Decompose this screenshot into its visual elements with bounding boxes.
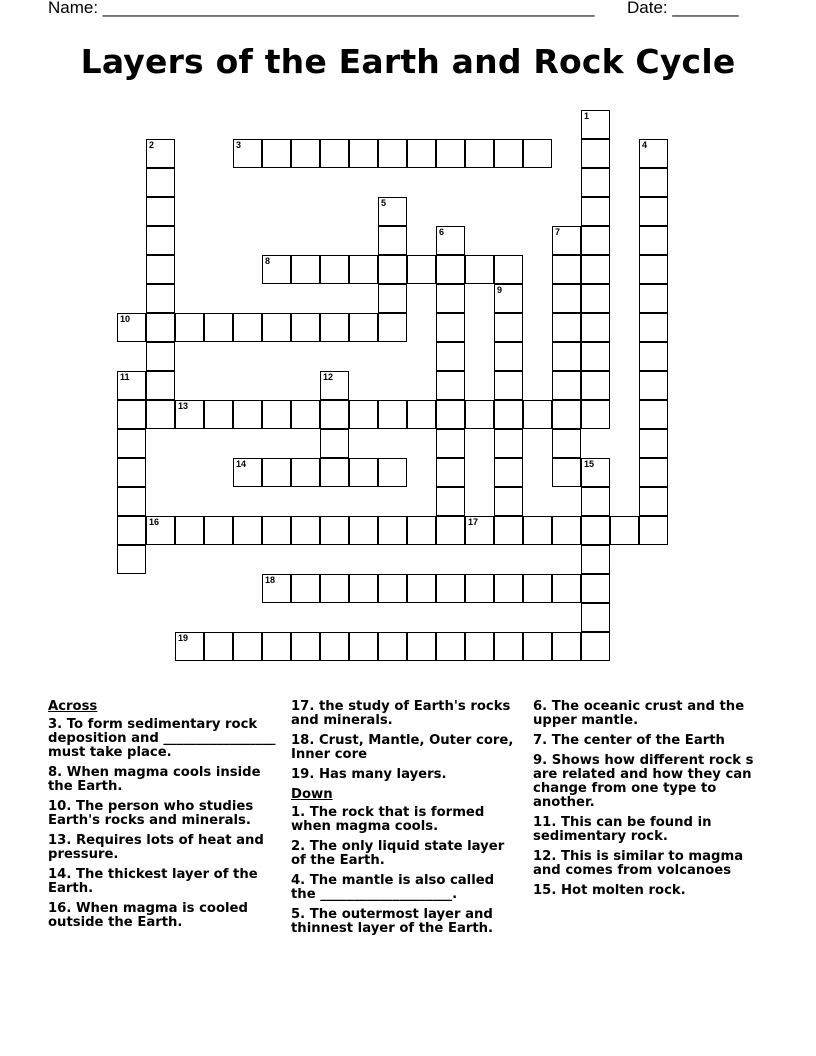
- crossword-cell[interactable]: [552, 284, 581, 313]
- date-field-line: Date: _______: [627, 0, 739, 17]
- clue-item: [533, 754, 773, 810]
- crossword-cell[interactable]: [117, 487, 146, 516]
- crossword-cell[interactable]: [262, 139, 291, 168]
- crossword-cell[interactable]: [436, 342, 465, 371]
- crossword-cell[interactable]: [436, 400, 465, 429]
- crossword-cell[interactable]: [117, 545, 146, 574]
- clue-item-text: The rock that is formed when magma cools.: [291, 805, 485, 834]
- crossword-cell[interactable]: [581, 255, 610, 284]
- crossword-cell[interactable]: [581, 574, 610, 603]
- crossword-cell[interactable]: [436, 226, 465, 255]
- crossword-cell[interactable]: [233, 516, 262, 545]
- clue-item: [48, 868, 276, 896]
- crossword-cell[interactable]: [465, 400, 494, 429]
- crossword-cell[interactable]: [146, 197, 175, 226]
- crossword-cell[interactable]: [436, 458, 465, 487]
- crossword-cell[interactable]: [378, 255, 407, 284]
- clue-item: [48, 718, 276, 760]
- crossword-cell[interactable]: [639, 342, 668, 371]
- crossword-cell[interactable]: [320, 400, 349, 429]
- crossword-cell[interactable]: [494, 487, 523, 516]
- crossword-cell[interactable]: [175, 632, 204, 661]
- crossword-cell[interactable]: [378, 574, 407, 603]
- crossword-cell[interactable]: [146, 342, 175, 371]
- crossword-cell[interactable]: [523, 574, 552, 603]
- crossword-cell[interactable]: [117, 400, 146, 429]
- clue-item: [48, 766, 276, 794]
- clue-item-number: 16.: [48, 901, 72, 916]
- crossword-cell[interactable]: [117, 371, 146, 400]
- crossword-cell[interactable]: [407, 574, 436, 603]
- crossword-cell[interactable]: [233, 632, 262, 661]
- clue-item-text: The outermost layer and thinnest layer of the Earth.: [291, 907, 494, 936]
- clue-item-number: 8.: [48, 765, 63, 780]
- clue-number: 15: [584, 459, 595, 469]
- crossword-cell[interactable]: [523, 139, 552, 168]
- crossword-cell[interactable]: [233, 400, 262, 429]
- clue-item: [533, 884, 773, 898]
- crossword-cell[interactable]: [349, 400, 378, 429]
- crossword-cell[interactable]: [639, 516, 668, 545]
- crossword-cell[interactable]: [146, 313, 175, 342]
- clue-item-number: 9.: [533, 753, 548, 768]
- crossword-cell[interactable]: [262, 632, 291, 661]
- crossword-cell[interactable]: [407, 139, 436, 168]
- crossword-cell[interactable]: [146, 516, 175, 545]
- crossword-cell[interactable]: [494, 284, 523, 313]
- clue-number: 17: [468, 517, 479, 527]
- clue-number: 16: [149, 517, 160, 527]
- clue-number: 1: [584, 111, 590, 121]
- crossword-cell[interactable]: [146, 371, 175, 400]
- crossword-cell[interactable]: [146, 168, 175, 197]
- crossword-cell[interactable]: [146, 139, 175, 168]
- clue-item-number: 6.: [533, 699, 548, 714]
- clue-number: 4: [642, 140, 648, 150]
- clue-number: 3: [236, 140, 242, 150]
- crossword-cell[interactable]: [552, 574, 581, 603]
- crossword-cell[interactable]: [146, 255, 175, 284]
- crossword-cell[interactable]: [581, 487, 610, 516]
- crossword-cell[interactable]: [639, 168, 668, 197]
- clue-item-number: 7.: [533, 733, 548, 748]
- clue-item-text: To form sedimentary rock deposition and _________________ must take place.: [48, 717, 276, 760]
- clue-item-number: 10.: [48, 799, 72, 814]
- crossword-cell[interactable]: [117, 429, 146, 458]
- crossword-cell[interactable]: [204, 632, 233, 661]
- crossword-cell[interactable]: [320, 516, 349, 545]
- clue-item-number: 13.: [48, 833, 72, 848]
- clue-item-text: The oceanic crust and the upper mantle.: [533, 699, 745, 728]
- crossword-cell[interactable]: [552, 342, 581, 371]
- crossword-cell[interactable]: [262, 313, 291, 342]
- crossword-cell[interactable]: [552, 255, 581, 284]
- clue-item-number: 5.: [291, 907, 306, 922]
- clue-number: 9: [497, 285, 503, 295]
- crossword-cell[interactable]: [291, 458, 320, 487]
- crossword-cell[interactable]: [581, 342, 610, 371]
- crossword-cell[interactable]: [349, 139, 378, 168]
- clue-number: 6: [439, 227, 445, 237]
- crossword-cell[interactable]: [552, 226, 581, 255]
- name-field-line: Name: ____________________________________________________: [48, 0, 595, 17]
- crossword-cell[interactable]: [581, 371, 610, 400]
- clue-number: 18: [265, 575, 276, 585]
- crossword-cell[interactable]: [117, 458, 146, 487]
- crossword-cell[interactable]: [552, 516, 581, 545]
- crossword-cell[interactable]: [146, 284, 175, 313]
- crossword-cell[interactable]: [320, 458, 349, 487]
- crossword-cell[interactable]: [320, 255, 349, 284]
- crossword-cell[interactable]: [436, 632, 465, 661]
- crossword-cell[interactable]: [262, 516, 291, 545]
- clue-item-text: The mantle is also called the ____________________.: [291, 873, 495, 902]
- crossword-cell[interactable]: [117, 313, 146, 342]
- crossword-cell[interactable]: [552, 458, 581, 487]
- clue-number: 14: [236, 459, 247, 469]
- clues-column-1: [48, 700, 276, 936]
- crossword-cell[interactable]: [407, 516, 436, 545]
- crossword-cell[interactable]: [552, 400, 581, 429]
- clue-item: [291, 734, 519, 762]
- crossword-cell[interactable]: [378, 313, 407, 342]
- crossword-cell[interactable]: [349, 255, 378, 284]
- crossword-cell[interactable]: [175, 516, 204, 545]
- crossword-cell[interactable]: [581, 168, 610, 197]
- clue-item: [291, 806, 519, 834]
- crossword-cell[interactable]: [262, 255, 291, 284]
- clue-item: [533, 734, 773, 748]
- crossword-cell[interactable]: [378, 226, 407, 255]
- clue-item-text: When magma is cooled outside the Earth.: [48, 901, 248, 930]
- crossword-cell[interactable]: [291, 632, 320, 661]
- crossword-cell[interactable]: [494, 632, 523, 661]
- clue-number: 11: [120, 372, 130, 382]
- crossword-cell[interactable]: [436, 255, 465, 284]
- crossword-cell[interactable]: [494, 342, 523, 371]
- crossword-cell[interactable]: [639, 197, 668, 226]
- crossword-cell[interactable]: [175, 313, 204, 342]
- clue-item-text: The thickest layer of the Earth.: [48, 867, 258, 896]
- crossword-cell[interactable]: [494, 458, 523, 487]
- crossword-cell[interactable]: [436, 574, 465, 603]
- crossword-cell[interactable]: [262, 458, 291, 487]
- clue-number: 7: [555, 227, 561, 237]
- crossword-cell[interactable]: [320, 429, 349, 458]
- clue-item: [48, 902, 276, 930]
- clue-item: [533, 700, 773, 728]
- crossword-cell[interactable]: [581, 139, 610, 168]
- crossword-cell[interactable]: [349, 458, 378, 487]
- crossword-cell[interactable]: [320, 371, 349, 400]
- crossword-cell[interactable]: [233, 458, 262, 487]
- crossword-cell[interactable]: [639, 139, 668, 168]
- clue-item-number: 11.: [533, 815, 557, 830]
- crossword-cell[interactable]: [407, 632, 436, 661]
- crossword-cell[interactable]: [552, 371, 581, 400]
- crossword-cell[interactable]: [146, 226, 175, 255]
- crossword-cell[interactable]: [349, 574, 378, 603]
- crossword-cell[interactable]: [494, 313, 523, 342]
- clue-item-number: 17.: [291, 699, 315, 714]
- clue-item-text: Requires lots of heat and pressure.: [48, 833, 264, 862]
- across-heading: Across: [48, 699, 98, 714]
- clue-number: 10: [120, 314, 131, 324]
- crossword-cell[interactable]: [465, 574, 494, 603]
- crossword-cell[interactable]: [378, 139, 407, 168]
- clue-number: 2: [149, 140, 155, 150]
- crossword-cell[interactable]: [262, 400, 291, 429]
- crossword-cell[interactable]: [233, 139, 262, 168]
- crossword-cell[interactable]: [204, 400, 233, 429]
- crossword-cell[interactable]: [378, 458, 407, 487]
- clue-item-number: 12.: [533, 849, 557, 864]
- clue-item: [291, 700, 519, 728]
- crossword-cell[interactable]: [378, 632, 407, 661]
- crossword-cell[interactable]: [407, 255, 436, 284]
- crossword-cell[interactable]: [494, 429, 523, 458]
- crossword-cell[interactable]: [639, 371, 668, 400]
- crossword-cell[interactable]: [581, 226, 610, 255]
- clue-item-text: Has many layers.: [314, 767, 447, 782]
- crossword-cell[interactable]: [552, 632, 581, 661]
- clue-item-text: the study of Earth's rocks and minerals.: [291, 699, 511, 728]
- crossword-cell[interactable]: [465, 632, 494, 661]
- clue-number: 19: [178, 633, 189, 643]
- crossword-cell[interactable]: [581, 632, 610, 661]
- crossword-cell[interactable]: [494, 371, 523, 400]
- crossword-cell[interactable]: [146, 400, 175, 429]
- crossword-cell[interactable]: [581, 284, 610, 313]
- crossword-cell[interactable]: [581, 400, 610, 429]
- crossword-cell[interactable]: [552, 313, 581, 342]
- clue-number: 12: [323, 372, 334, 382]
- crossword-cell[interactable]: [494, 139, 523, 168]
- clue-item-text: When magma cools inside the Earth.: [48, 765, 261, 794]
- crossword-cell[interactable]: [639, 226, 668, 255]
- clue-item: [291, 768, 519, 782]
- clue-number: 8: [265, 256, 271, 266]
- clue-item-number: 2.: [291, 839, 306, 854]
- crossword-cell[interactable]: [291, 313, 320, 342]
- crossword-cell[interactable]: [494, 574, 523, 603]
- crossword-cell[interactable]: [320, 632, 349, 661]
- clue-item-number: 15.: [533, 883, 557, 898]
- crossword-cell[interactable]: [581, 110, 610, 139]
- clue-item: [291, 840, 519, 868]
- clue-item-text: The center of the Earth: [547, 733, 725, 748]
- crossword-cell[interactable]: [523, 632, 552, 661]
- clue-item-text: Hot molten rock.: [556, 883, 686, 898]
- crossword-cell[interactable]: [639, 255, 668, 284]
- crossword-cell[interactable]: [291, 255, 320, 284]
- clue-item-number: 14.: [48, 867, 72, 882]
- crossword-cell[interactable]: [639, 400, 668, 429]
- clue-item: [533, 850, 773, 878]
- crossword-cell[interactable]: [581, 603, 610, 632]
- clue-item: [291, 874, 519, 902]
- crossword-cell[interactable]: [436, 429, 465, 458]
- clue-item-number: 4.: [291, 873, 306, 888]
- crossword-cell[interactable]: [378, 197, 407, 226]
- crossword-cell[interactable]: [378, 284, 407, 313]
- clue-item-text: The person who studies Earth's rocks and minerals.: [48, 799, 254, 828]
- crossword-cell[interactable]: [465, 255, 494, 284]
- crossword-cell[interactable]: [117, 516, 146, 545]
- crossword-cell[interactable]: [436, 313, 465, 342]
- crossword-cell[interactable]: [378, 400, 407, 429]
- crossword-cell[interactable]: [465, 139, 494, 168]
- clue-item-number: 18.: [291, 733, 315, 748]
- clue-item-number: 3.: [48, 717, 63, 732]
- crossword-cell[interactable]: [494, 516, 523, 545]
- crossword-cell[interactable]: [639, 313, 668, 342]
- crossword-cell[interactable]: [349, 632, 378, 661]
- crossword-cell[interactable]: [349, 313, 378, 342]
- clue-item-text: Shows how different rock s are related and how they can change from one type to another.: [533, 753, 754, 810]
- crossword-cell[interactable]: [204, 516, 233, 545]
- crossword-cell[interactable]: [639, 487, 668, 516]
- crossword-cell[interactable]: [436, 487, 465, 516]
- crossword-cell[interactable]: [639, 458, 668, 487]
- crossword-cell[interactable]: [262, 574, 291, 603]
- crossword-cell[interactable]: [639, 284, 668, 313]
- crossword-cell[interactable]: [320, 139, 349, 168]
- crossword-cell[interactable]: [204, 313, 233, 342]
- crossword-cell[interactable]: [291, 139, 320, 168]
- crossword-cell[interactable]: [494, 400, 523, 429]
- clues-column-2: [291, 700, 519, 942]
- page-title: Layers of the Earth and Rock Cycle: [80, 42, 736, 81]
- crossword-cell[interactable]: [349, 516, 378, 545]
- crossword-cell[interactable]: [436, 284, 465, 313]
- clue-number: 5: [381, 198, 387, 208]
- clues-column-3: [533, 700, 773, 904]
- crossword-cell[interactable]: [523, 516, 552, 545]
- crossword-cell[interactable]: [175, 400, 204, 429]
- crossword-cell[interactable]: [465, 516, 494, 545]
- crossword-cell[interactable]: [378, 516, 407, 545]
- crossword-cell[interactable]: [552, 429, 581, 458]
- clue-item: [48, 834, 276, 862]
- clue-item-text: This is similar to magma and comes from volcanoes: [533, 849, 744, 878]
- crossword-cell[interactable]: [639, 429, 668, 458]
- crossword-cell[interactable]: [610, 516, 639, 545]
- crossword-cell[interactable]: [523, 400, 552, 429]
- crossword-cell[interactable]: [581, 197, 610, 226]
- crossword-cell[interactable]: [436, 516, 465, 545]
- clue-item: [291, 908, 519, 936]
- crossword-cell[interactable]: [291, 574, 320, 603]
- crossword-cell[interactable]: [233, 313, 262, 342]
- crossword-cell[interactable]: [320, 313, 349, 342]
- clue-item-text: Crust, Mantle, Outer core, Inner core: [291, 733, 514, 762]
- crossword-cell[interactable]: [581, 545, 610, 574]
- clue-item: [533, 816, 773, 844]
- crossword-cell[interactable]: [407, 400, 436, 429]
- clue-item-text: The only liquid state layer of the Earth.: [291, 839, 505, 868]
- clue-item: [48, 800, 276, 828]
- crossword-cell[interactable]: [581, 458, 610, 487]
- clue-item-text: This can be found in sedimentary rock.: [533, 815, 712, 844]
- crossword-cell[interactable]: [494, 255, 523, 284]
- down-heading: Down: [291, 787, 333, 802]
- crossword-cell[interactable]: [581, 516, 610, 545]
- clue-item-number: 1.: [291, 805, 306, 820]
- clue-item-number: 19.: [291, 767, 315, 782]
- crossword-cell[interactable]: [436, 371, 465, 400]
- crossword-cell[interactable]: [581, 313, 610, 342]
- crossword-cell[interactable]: [291, 400, 320, 429]
- crossword-cell[interactable]: [436, 139, 465, 168]
- clue-number: 13: [178, 401, 189, 411]
- crossword-cell[interactable]: [291, 516, 320, 545]
- crossword-cell[interactable]: [320, 574, 349, 603]
